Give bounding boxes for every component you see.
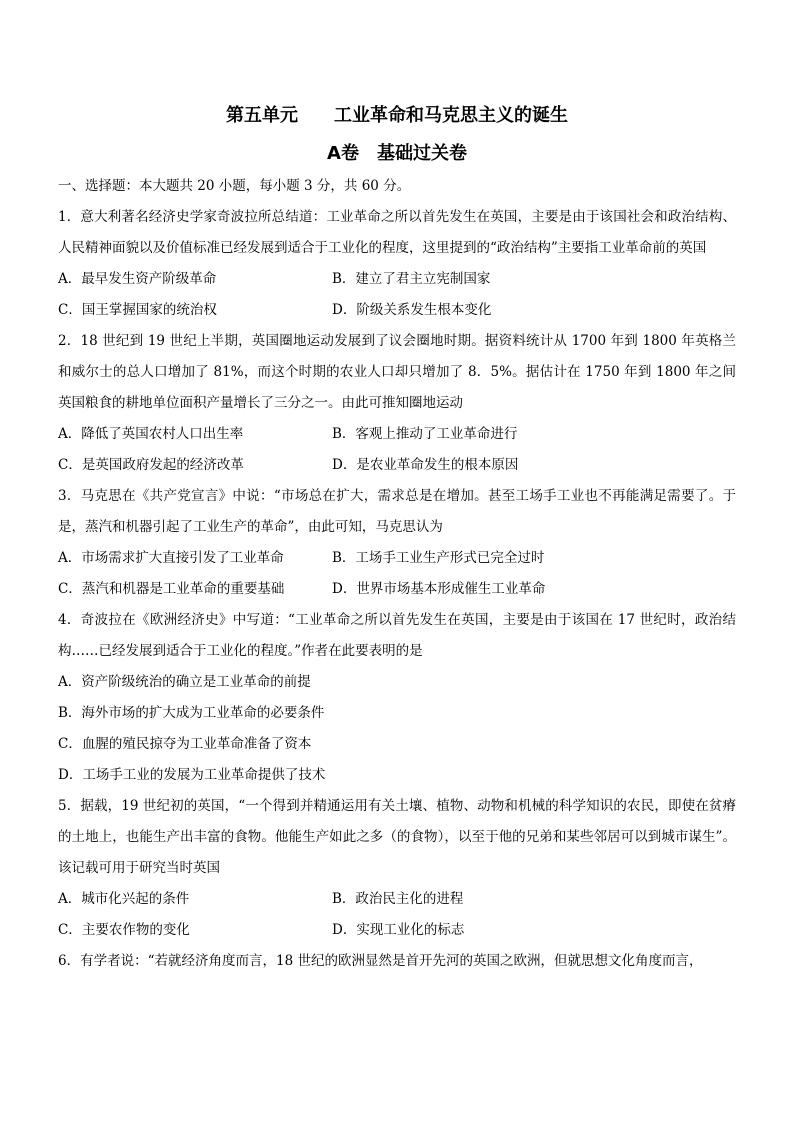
question-5 bbox=[58, 791, 736, 946]
question-stem: 4．奇波拉在《欧洲经济史》中写道：“工业革命之所以首先发生在英国，主要是由于该国在 17 世纪时，政治结构……已经发展到适合于工业化的程度。”作者在此要表明的是 bbox=[58, 612, 737, 659]
option-row bbox=[58, 574, 736, 605]
question-stem: 5．据载，19 世纪初的英国，“一个得到并精通运用有关土壤、植物、动物和机械的科学知识的农民，即使在贫瘠的土地上，也能生产出丰富的食物。他能生产如此之多（的食物），以至于他的兄弟和某些邻居可以到城市谋生”。该记载可用于研究当时英国 bbox=[58, 798, 736, 876]
option-a: A．最早发生资产阶级革命 bbox=[58, 271, 217, 287]
option-b: B．工场手工业生产形式已完全过时 bbox=[332, 550, 545, 566]
option-row bbox=[58, 264, 736, 295]
question-stem: 1．意大利著名经济史学家奇波拉所总结道：工业革命之所以首先发生在英国，主要是由于该国社会和政治结构、人民精神面貌以及价值标准已经发展到适合于工业化的程度，这里提到的“政治结构”主要指工业革命前的英国 bbox=[58, 209, 736, 256]
option-b: B．政治民主化的进程 bbox=[332, 891, 464, 907]
question-3 bbox=[58, 481, 736, 605]
option-a: A．城市化兴起的条件 bbox=[58, 891, 190, 907]
question-stem: 3．马克思在《共产党宣言》中说：“市场总在扩大，需求总是在增加。甚至工场手工业也不再能满足需要了。于是，蒸汽和机器引起了工业生产的革命”，由此可知，马克思认为 bbox=[58, 488, 736, 535]
section-heading: 一、选择题：本大题共 20 小题，每小题 3 分，共 60 分。 bbox=[58, 178, 411, 194]
option-a: A．资产阶级统治的确立是工业革命的前提 bbox=[58, 674, 311, 690]
option-c: C．是英国政府发起的经济改革 bbox=[58, 457, 244, 473]
option-b: B．建立了君主立宪制国家 bbox=[332, 271, 491, 287]
option-b: B．客观上推动了工业革命进行 bbox=[332, 426, 518, 442]
option-d: D．实现工业化的标志 bbox=[332, 922, 465, 938]
option-d: D．工场手工业的发展为工业革命提供了技术 bbox=[58, 767, 326, 783]
page-title: 第五单元 工业革命和马克思主义的诞生 bbox=[226, 105, 568, 126]
option-row bbox=[58, 419, 736, 450]
option-d: D．阶级关系发生根本变化 bbox=[332, 302, 492, 318]
question-6 bbox=[58, 946, 736, 977]
option-b: B．海外市场的扩大成为工业革命的必要条件 bbox=[58, 705, 325, 721]
question-1 bbox=[58, 202, 736, 326]
option-a: A．市场需求扩大直接引发了工业革命 bbox=[58, 550, 284, 566]
question-stem: 6．有学者说：“若就经济角度而言，18 世纪的欧洲显然是首开先河的英国之欧洲，但就思想文化角度而言， bbox=[58, 953, 703, 969]
question-2 bbox=[58, 326, 736, 481]
option-row bbox=[58, 915, 736, 946]
option-row bbox=[58, 884, 736, 915]
question-stem: 2．18 世纪到 19 世纪上半期，英国圈地运动发展到了议会圈地时期。据资料统计从 1700 年到 1800 年英格兰和威尔士的总人口增加了 81%，而这个时期的农业人口却只增加了 8．5%。据估计在 1750 年到 1800 年之间英国粮食的耕地单位面积产量增长了三分之一。由此可推知圈地运动 bbox=[58, 333, 736, 411]
option-c: C．主要农作物的变化 bbox=[58, 922, 190, 938]
page-subtitle: A卷 基础过关卷 bbox=[327, 143, 467, 164]
option-c: C．蒸汽和机器是工业革命的重要基础 bbox=[58, 581, 285, 597]
option-row bbox=[58, 450, 736, 481]
option-d: D．世界市场基本形成催生工业革命 bbox=[332, 581, 546, 597]
option-c: C．血腥的殖民掠夺为工业革命准备了资本 bbox=[58, 736, 312, 752]
option-a: A．降低了英国农村人口出生率 bbox=[58, 426, 244, 442]
option-d: D．是农业革命发生的根本原因 bbox=[332, 457, 519, 473]
option-row bbox=[58, 543, 736, 574]
question-4 bbox=[58, 605, 736, 791]
option-row bbox=[58, 295, 736, 326]
option-c: C．国王掌握国家的统治权 bbox=[58, 302, 217, 318]
